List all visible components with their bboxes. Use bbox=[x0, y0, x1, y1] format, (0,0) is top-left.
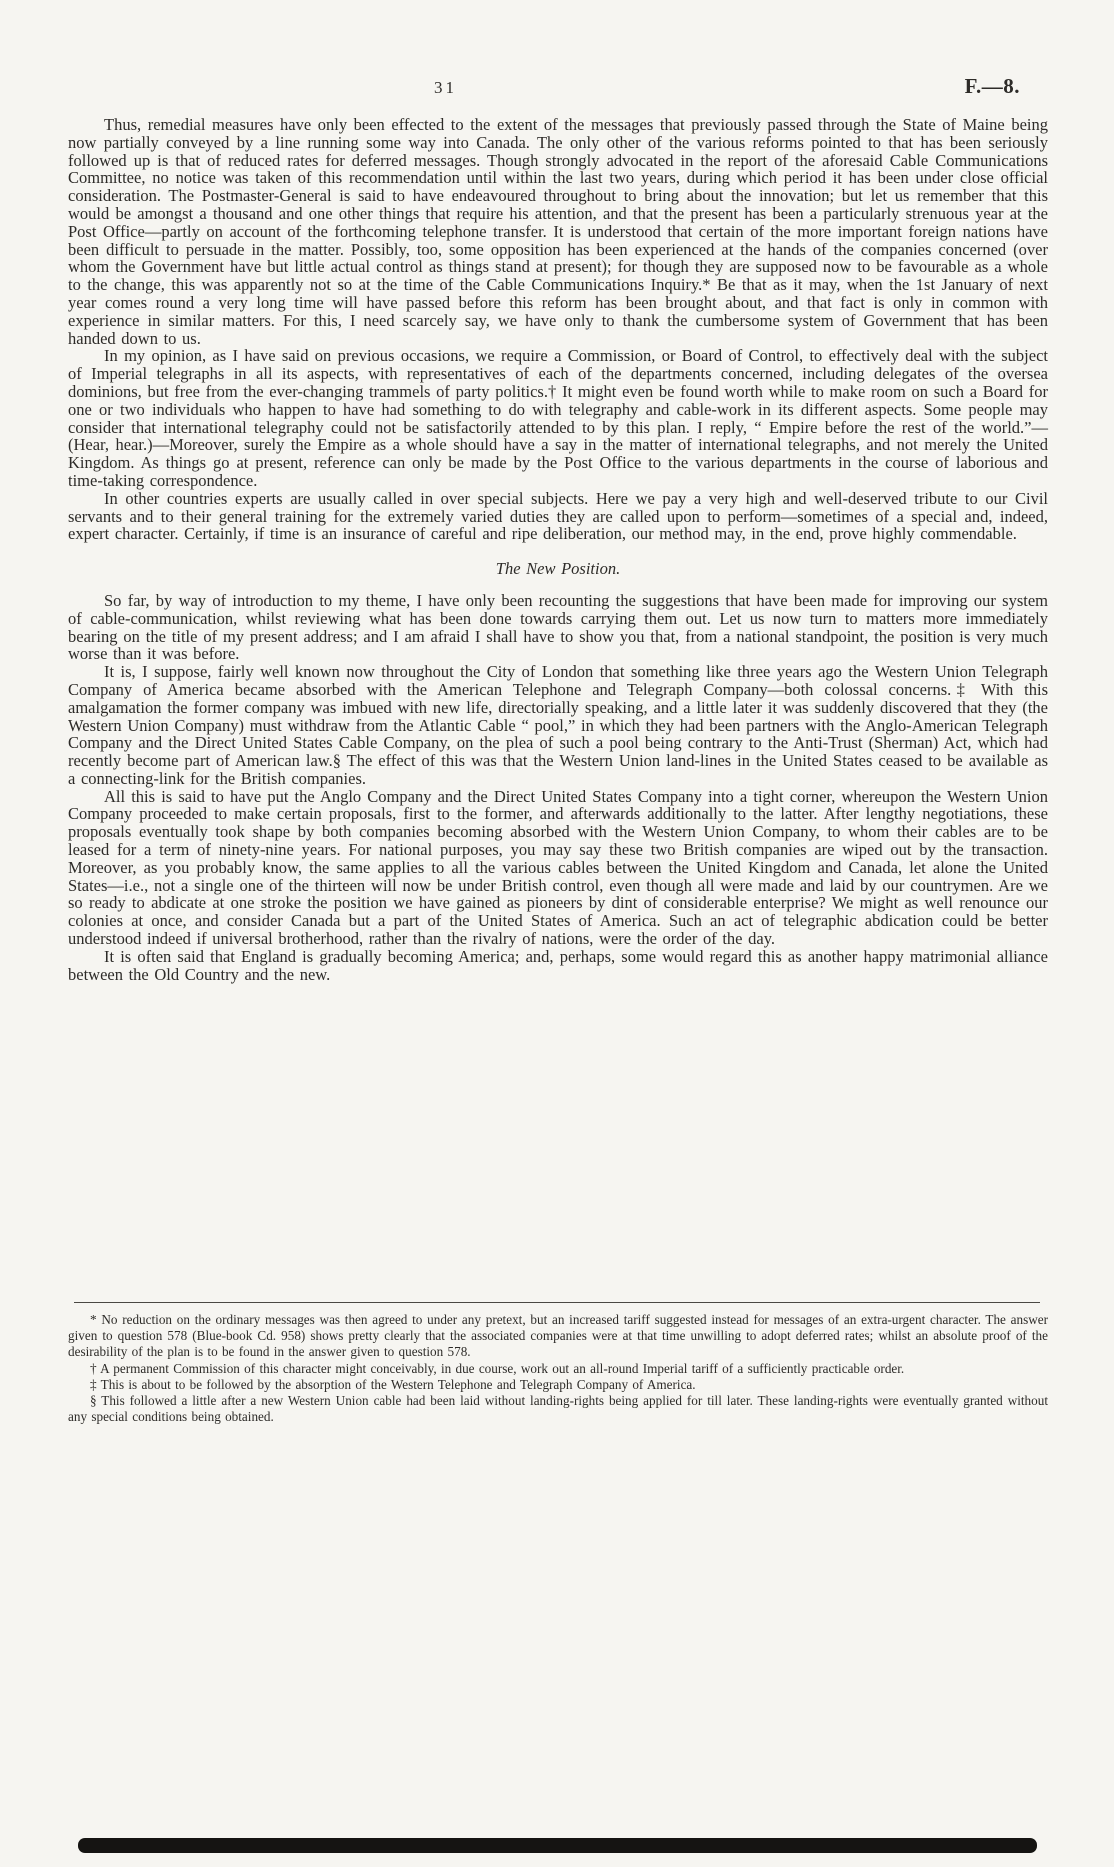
page-header bbox=[68, 74, 1048, 100]
body-paragraph: It is, I suppose, fairly well known now throughout the City of London that something like three years ago the Western Union Telegraph Company of America became absorbed with the American Telephone and Telegraph Company—both colossal concerns.‡ With this amalgamation the former company was imbued with new life, directorially speaking, and a little later it was suddenly discovered that they (the Western Union Company) must withdraw from the Atlantic Cable “ pool,” in which they had been partners with the Anglo-American Telegraph Company and the Direct United States Cable Company, on the plea of such a pool being contrary to the Anti-Trust (Sherman) Act, which had recently become part of American law.§ The effect of this was that the Western Union land-lines in the United States ceased to be available as a connecting-link for the British companies. bbox=[68, 662, 1048, 788]
body-paragraph: So far, by way of introduction to my theme, I have only been recounting the suggestions that have been made for improving our system of cable-communication, whilst reviewing what has been done towards carrying them out. Let us now turn to matters more immediately bearing on the title of my present address; and I am afraid I shall have to show you that, from a national standpoint, the position is very much worse than it was before. bbox=[68, 590, 1048, 664]
footnote: ‡ This is about to be followed by the absorption of the Western Telephone and Telegraph Company of America. bbox=[90, 1376, 696, 1392]
footnotes-section bbox=[68, 1312, 1048, 1425]
document-reference: F.—8. bbox=[964, 74, 1020, 98]
footnote: † A permanent Commission of this character might conceivably, in due course, work out an all-round Imperial tariff of a sufficiently practicable order. bbox=[90, 1360, 905, 1376]
body-paragraph: In other countries experts are usually called in over special subjects. Here we pay a very high and well-deserved tribute to our Civil servants and to their general training for the extremely varied duties they are called upon to perform—sometimes of a special and, indeed, expert character. Certainly, if time is an insurance of careful and ripe deliberation, our method may, in the end, prove highly commendable. bbox=[68, 488, 1048, 544]
body-paragraph: Thus, remedial measures have only been effected to the extent of the messages that previously passed through the State of Maine being now partially conveyed by a line running some way into Canada. The only other of the various reforms pointed to that has been seriously followed up is that of reduced rates for deferred messages. Though strongly advocated in the report of the aforesaid Cable Communications Committee, no notice was taken of this recommendation until within the last two years, during which period it has been under close official consideration. The Postmaster-General is said to have endeavoured throughout to bring about the innovation; but let us remember that this would be amongst a thousand and one other things that require his attention, and that the present has been a particularly strenuous year at the Post Office—partly on account of the forthcoming telephone transfer. It is understood that certain of the more important foreign nations have been difficult to persuade in the matter. Possibly, too, some opposition has been experienced at the hands of the companies concerned (over whom the Government have but little actual control as things stand at present); for though they are supposed now to be favourable as a whole to the change, this was apparently not so at the time of the Cable Communications Inquiry.* Be that as it may, when the 1st January of next year comes round a very long time will have passed before this reform has been brought about, and that fact is only in common with experience in similar matters. For this, I need scarcely say, we have only to thank the cumbersome system of Government that has been handed down to us. bbox=[68, 115, 1048, 348]
body-paragraph: In my opinion, as I have said on previous occasions, we require a Commission, or Board of Control, to effectively deal with the subject of Imperial telegraphs in all its aspects, with representatives of each of the departments concerned, including delegates of the oversea dominions, but free from the ever-changing trammels of party politics.† It might even be found worth while to make room on such a Board for one or two individuals who happen to have had something to do with telegraphy and cable-work in its different aspects. Some people may consider that international telegraphy could not be satisfactorily attended to by this plan. I reply, “ Empire before the rest of the world.”—(Hear, hear.)—Moreover, surely the Empire as a whole should have a say in the matter of international telegraphs, and not merely the United Kingdom. As things go at present, reference can only be made by the Post Office to the various departments in the course of laborious and time-taking correspondence. bbox=[68, 346, 1048, 490]
section-heading: The New Position. bbox=[495, 559, 621, 579]
footnote-divider bbox=[74, 1302, 1040, 1303]
footnote: * No reduction on the ordinary messages was then agreed to under any pretext, but an increased tariff suggested instead for messages of an extra-urgent character. The answer given to question 578 (Blue-book Cd. 958) shows pretty clearly that the associated companies were at that time unwilling to adopt deferred rates; whilst an absolute proof of the desirability of the plan is to be found in the answer given to question 578. bbox=[68, 1312, 1048, 1360]
page-number: 31 bbox=[434, 78, 457, 97]
main-text bbox=[68, 116, 1048, 983]
scan-artifact-bar bbox=[78, 1838, 1037, 1853]
footnote: § This followed a little after a new Western Union cable had been laid without landing-rights being applied for till later. These landing-rights were eventually granted without any special conditions being obtained. bbox=[68, 1393, 1048, 1425]
body-paragraph: All this is said to have put the Anglo Company and the Direct United States Company into a tight corner, whereupon the Western Union Company proceeded to make certain proposals, first to the former, and afterwards additionally to the latter. After lengthy negotiations, these proposals eventually took shape by both companies becoming absorbed with the Western Union Company, to whom their cables are to be leased for a term of ninety-nine years. For national purposes, you may say these two British companies are wiped out by the transaction. Moreover, as you probably know, the same applies to all the various cables between the United Kingdom and Canada, let alone the United States—i.e., not a single one of the thirteen will now be under British control, even though all were made and laid by our countrymen. Are we so ready to abdicate at one stroke the position we have gained as pioneers by dint of considerable enterprise? We might as well renounce our colonies at once, and consider Canada but a part of the United States of America. Such an act of telegraphic abdication could be better understood indeed if universal brotherhood, rather than the rivalry of nations, were the order of the day. bbox=[68, 786, 1048, 949]
body-paragraph: It is often said that England is gradually becoming America; and, perhaps, some would regard this as another happy matrimonial alliance between the Old Country and the new. bbox=[68, 946, 1048, 984]
